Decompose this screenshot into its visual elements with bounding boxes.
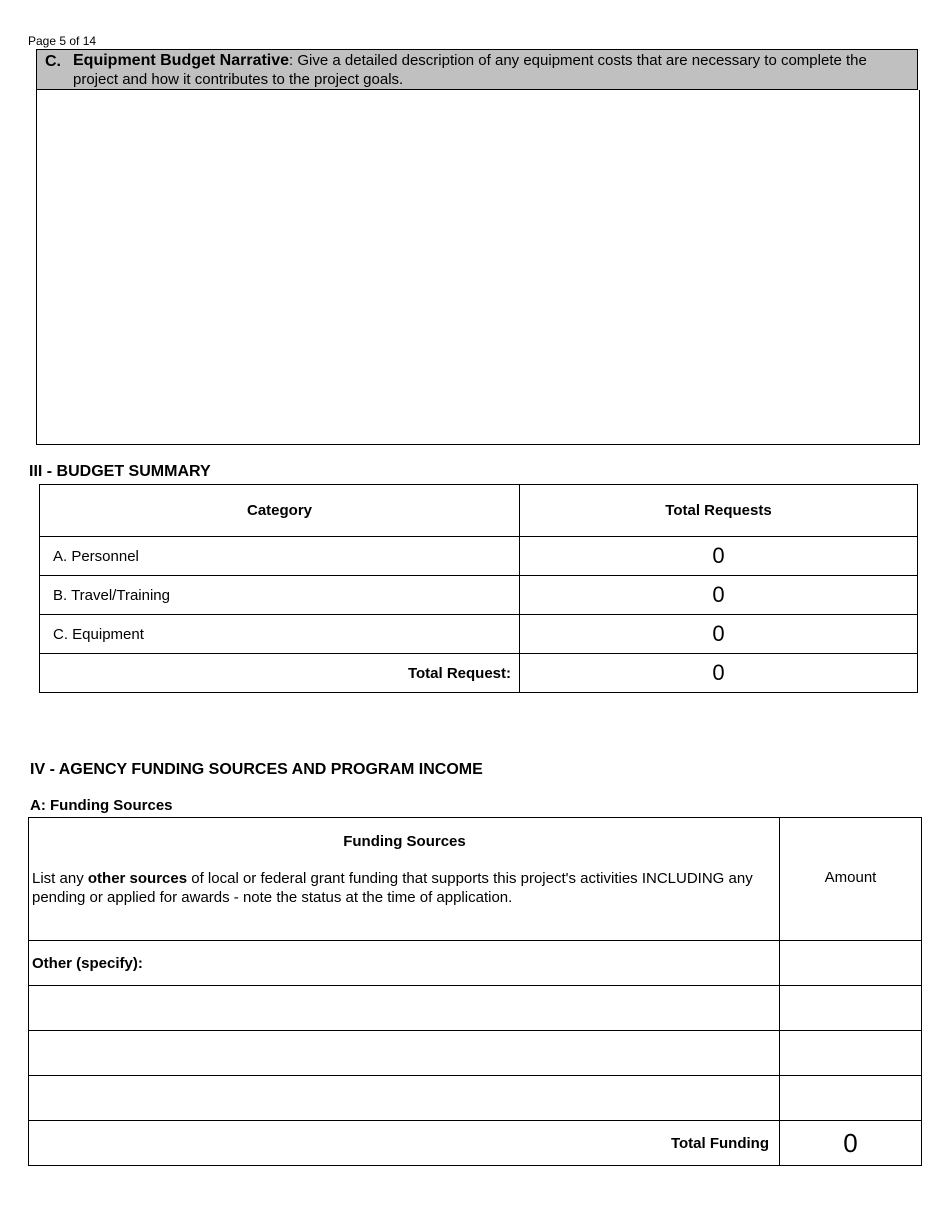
budget-summary-table xyxy=(39,484,918,693)
total-funding-value: 0 xyxy=(780,1121,922,1166)
funding-sources-description: List any other sources of local or federal grant funding that supports this project's activities INCLUDING any pending or applied for awards - note the status at the time of application. xyxy=(32,870,753,906)
funding-amount-field[interactable] xyxy=(780,1031,922,1076)
row-personnel-value[interactable]: 0 xyxy=(520,537,918,576)
funding-source-field[interactable] xyxy=(29,1076,780,1121)
category-column-header: Category xyxy=(40,485,520,537)
section-c-header xyxy=(36,49,918,90)
total-funding-label: Total Funding xyxy=(29,1121,780,1166)
funding-sources-heading: IV - AGENCY FUNDING SOURCES AND PROGRAM INCOME xyxy=(30,761,483,778)
funding-sources-header-cell xyxy=(29,818,780,941)
total-row xyxy=(40,654,918,693)
funding-sources-column-title: Funding Sources xyxy=(343,833,466,850)
page-number: Page 5 of 14 xyxy=(28,34,97,48)
section-c-description: : Give a detailed description of any equipment costs that are necessary to complete the project and how it contributes to the project goals. xyxy=(73,52,867,88)
budget-summary-heading: III - BUDGET SUMMARY xyxy=(29,463,211,480)
funding-amount-field[interactable] xyxy=(780,986,922,1031)
funding-amount-field[interactable] xyxy=(780,1076,922,1121)
funding-sources-subheading: A: Funding Sources xyxy=(30,797,173,814)
funding-source-field[interactable] xyxy=(29,986,780,1031)
table-row xyxy=(29,941,922,986)
table-row xyxy=(40,615,918,654)
row-travel-label: B. Travel/Training xyxy=(40,576,520,615)
total-request-label: Total Request: xyxy=(40,654,520,693)
row-equipment-label: C. Equipment xyxy=(40,615,520,654)
table-header-row xyxy=(40,485,918,537)
table-header-row xyxy=(29,818,922,941)
section-c-instructions xyxy=(73,51,903,89)
total-request-value: 0 xyxy=(520,654,918,693)
table-row xyxy=(40,537,918,576)
row-personnel-label: A. Personnel xyxy=(40,537,520,576)
funding-source-field[interactable] xyxy=(29,1031,780,1076)
total-requests-column-header: Total Requests xyxy=(520,485,918,537)
section-c-title: Equipment Budget Narrative xyxy=(73,52,290,69)
funding-sources-table xyxy=(28,817,922,1166)
table-row xyxy=(29,1076,922,1121)
total-row xyxy=(29,1121,922,1166)
equipment-narrative-field[interactable] xyxy=(36,90,920,445)
section-c-letter: C. xyxy=(45,53,61,70)
row-equipment-value[interactable]: 0 xyxy=(520,615,918,654)
table-row xyxy=(29,986,922,1031)
amount-column-header: Amount xyxy=(780,818,922,941)
row-travel-value[interactable]: 0 xyxy=(520,576,918,615)
table-row xyxy=(40,576,918,615)
other-amount-field[interactable] xyxy=(780,941,922,986)
table-row xyxy=(29,1031,922,1076)
other-specify-label: Other (specify): xyxy=(29,941,780,986)
